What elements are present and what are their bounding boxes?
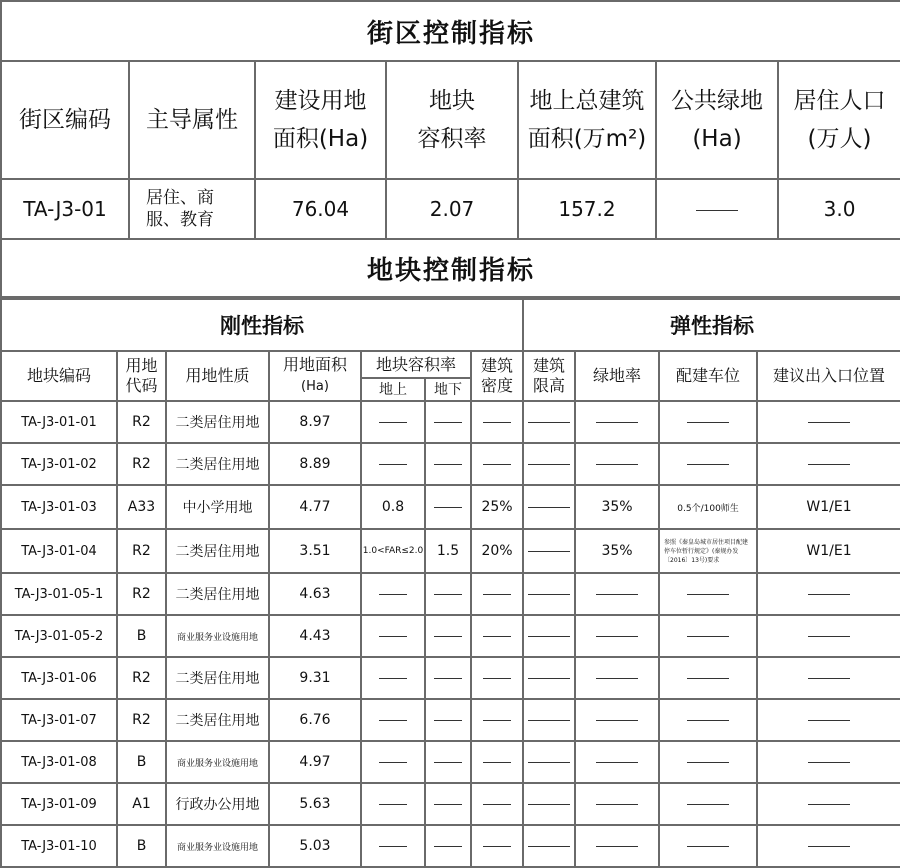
- density-cell: [471, 741, 523, 783]
- col-green: 绿地率: [575, 351, 659, 401]
- empty-dash: [528, 720, 570, 721]
- density-cell: [471, 443, 523, 485]
- table-row: [1, 825, 900, 867]
- plot-code-cell-text: TA-J3-01-07: [21, 712, 97, 728]
- empty-dash: [483, 636, 511, 637]
- table-row: [1, 615, 900, 657]
- empty-dash: [483, 678, 511, 679]
- elastic-index-label: 弹性指标: [523, 299, 900, 351]
- density-cell: [471, 485, 523, 529]
- land-area-cell: [269, 529, 361, 573]
- empty-dash: [808, 678, 850, 679]
- plot-code-cell-text: TA-J3-01-09: [21, 796, 97, 812]
- header-main-attribute: 主导属性: [129, 61, 255, 179]
- parking-cell: [659, 485, 757, 529]
- land-code-cell: [117, 741, 166, 783]
- empty-dash: [808, 594, 850, 595]
- green-rate-cell: [575, 485, 659, 529]
- density-cell: [471, 657, 523, 699]
- col-height: 建筑限高: [523, 351, 575, 401]
- far-above-cell-text: 1.0<FAR≤2.0: [362, 546, 424, 556]
- plot-rows: [1, 401, 900, 867]
- empty-dash: [687, 464, 729, 465]
- height-cell: [523, 573, 575, 615]
- height-cell: [523, 485, 575, 529]
- table-row: [1, 485, 900, 529]
- empty-dash: [379, 422, 407, 423]
- land-code-cell-text: R2: [132, 456, 151, 472]
- empty-dash: [596, 422, 638, 423]
- col-parking: 配建车位: [659, 351, 757, 401]
- land-nature-cell-text: 二类居住用地: [175, 587, 260, 603]
- plot-code-cell-text: TA-J3-01-02: [21, 456, 97, 472]
- plot-table-title: 地块控制指标: [1, 239, 900, 297]
- empty-dash: [596, 636, 638, 637]
- far-above-cell: [361, 657, 425, 699]
- empty-dash: [596, 464, 638, 465]
- far-above-cell: [361, 443, 425, 485]
- plot-code-cell-text: TA-J3-01-04: [21, 543, 97, 559]
- empty-dash: [596, 720, 638, 721]
- land-code-cell: [117, 825, 166, 867]
- rigid-index-label: 刚性指标: [1, 299, 523, 351]
- plot-header-row: [1, 351, 900, 378]
- empty-dash: [434, 720, 462, 721]
- empty-dash: [379, 464, 407, 465]
- land-nature-cell-text: 商业服务业设施用地: [176, 758, 258, 769]
- green-rate-cell: [575, 573, 659, 615]
- empty-dash: [483, 422, 511, 423]
- land-code-cell: [117, 443, 166, 485]
- parking-cell-text: 参照《秦皇岛城市居住项目配建停车位暂行规定》(秦规办发〔2016〕13号)要求: [664, 538, 749, 564]
- empty-dash: [808, 762, 850, 763]
- far-above-cell: [361, 573, 425, 615]
- plot-code-cell: [1, 615, 117, 657]
- height-cell: [523, 615, 575, 657]
- parking-cell-text: 0.5个/100师生: [677, 503, 739, 514]
- empty-dash: [687, 720, 729, 721]
- height-cell: [523, 825, 575, 867]
- empty-dash: [379, 678, 407, 679]
- land-area-cell: [269, 615, 361, 657]
- land-nature-cell: [166, 825, 269, 867]
- plot-code-cell-text: TA-J3-01-05-2: [14, 628, 104, 644]
- header-block-code: 街区编码: [1, 61, 129, 179]
- land-nature-cell: [166, 443, 269, 485]
- plot-code-cell: [1, 443, 117, 485]
- plot-code-cell: [1, 699, 117, 741]
- col-far-below: 地下: [425, 378, 471, 401]
- entrance-cell: [757, 485, 900, 529]
- header-population: 居住人口 (万人): [778, 61, 900, 179]
- entrance-cell: [757, 443, 900, 485]
- empty-dash: [528, 804, 570, 805]
- far-above-cell: [361, 529, 425, 573]
- plot-code-cell: [1, 657, 117, 699]
- empty-dash: [379, 720, 407, 721]
- header-construction-land-area: 建设用地 面积(Ha): [255, 61, 386, 179]
- empty-dash: [483, 594, 511, 595]
- plot-code-cell-text: TA-J3-01-05-1: [14, 586, 104, 602]
- far-above-cell: [361, 401, 425, 443]
- land-nature-cell: [166, 699, 269, 741]
- land-code-cell-text: A1: [132, 796, 151, 812]
- land-code-cell: [117, 783, 166, 825]
- empty-dash: [379, 846, 407, 847]
- empty-dash: [379, 804, 407, 805]
- empty-dash: [434, 507, 462, 508]
- land-code-cell-text: R2: [132, 586, 151, 602]
- green-rate-cell: [575, 401, 659, 443]
- land-nature-cell: [166, 485, 269, 529]
- parking-cell: [659, 741, 757, 783]
- land-nature-cell-text: 中小学用地: [182, 500, 253, 516]
- density-cell-text: 20%: [481, 543, 513, 559]
- land-nature-cell: [166, 657, 269, 699]
- entrance-cell: [757, 401, 900, 443]
- above-ground-area-value: 157.2: [518, 179, 656, 239]
- height-cell: [523, 741, 575, 783]
- parking-cell: [659, 443, 757, 485]
- col-land-area: 用地面积 (Ha): [269, 351, 361, 401]
- parking-cell: [659, 529, 757, 573]
- empty-dash: [379, 762, 407, 763]
- parking-cell: [659, 657, 757, 699]
- entrance-cell: [757, 573, 900, 615]
- land-nature-cell: [166, 783, 269, 825]
- empty-dash: [528, 422, 570, 423]
- entrance-cell: [757, 825, 900, 867]
- parking-cell: [659, 783, 757, 825]
- green-rate-cell: [575, 443, 659, 485]
- far-above-cell: [361, 741, 425, 783]
- table-row: [1, 401, 900, 443]
- land-code-cell: [117, 573, 166, 615]
- land-area-cell: [269, 783, 361, 825]
- far-below-cell: [425, 573, 471, 615]
- empty-dash: [808, 422, 850, 423]
- far-below-cell: [425, 401, 471, 443]
- empty-dash: [696, 210, 738, 211]
- height-cell: [523, 699, 575, 741]
- entrance-cell-text: W1/E1: [806, 499, 852, 515]
- land-nature-cell-text: 二类居住用地: [175, 457, 260, 473]
- land-code-cell: [117, 657, 166, 699]
- table-row: [1, 699, 900, 741]
- col-plot-code: 地块编码: [1, 351, 117, 401]
- plot-code-cell-text: TA-J3-01-08: [21, 754, 97, 770]
- height-cell: [523, 783, 575, 825]
- empty-dash: [687, 678, 729, 679]
- land-code-cell: [117, 699, 166, 741]
- plot-code-cell-text: TA-J3-01-06: [21, 670, 97, 686]
- entrance-cell: [757, 699, 900, 741]
- parking-cell: [659, 401, 757, 443]
- far-below-cell: [425, 699, 471, 741]
- empty-dash: [687, 804, 729, 805]
- table-row: [1, 529, 900, 573]
- far-value: 2.07: [386, 179, 518, 239]
- land-nature-cell-text: 行政办公用地: [175, 797, 260, 813]
- land-area-cell: [269, 485, 361, 529]
- section-row: [1, 299, 900, 351]
- block-value-row: [1, 179, 900, 239]
- land-nature-cell: [166, 529, 269, 573]
- land-code-cell-text: R2: [132, 543, 151, 559]
- entrance-cell: [757, 529, 900, 573]
- land-area-value: 76.04: [255, 179, 386, 239]
- block-control-table: [0, 0, 900, 298]
- far-above-cell: [361, 615, 425, 657]
- entrance-cell: [757, 615, 900, 657]
- empty-dash: [528, 846, 570, 847]
- empty-dash: [434, 804, 462, 805]
- green-rate-cell: [575, 699, 659, 741]
- land-code-cell: [117, 529, 166, 573]
- far-below-cell: [425, 825, 471, 867]
- land-nature-cell-text: 二类居住用地: [175, 671, 260, 687]
- plot-control-table: [0, 298, 900, 868]
- empty-dash: [528, 762, 570, 763]
- plot-code-cell-text: TA-J3-01-03: [21, 499, 97, 515]
- density-cell: [471, 401, 523, 443]
- far-below-cell: [425, 783, 471, 825]
- header-public-green: 公共绿地 (Ha): [656, 61, 778, 179]
- land-code-cell: [117, 485, 166, 529]
- entrance-cell: [757, 741, 900, 783]
- far-below-cell-text: 1.5: [436, 543, 460, 559]
- empty-dash: [483, 720, 511, 721]
- land-nature-cell: [166, 741, 269, 783]
- table-row: [1, 783, 900, 825]
- plot-code-cell: [1, 401, 117, 443]
- land-area-cell-text: 4.97: [299, 754, 331, 770]
- empty-dash: [596, 594, 638, 595]
- parking-cell: [659, 699, 757, 741]
- empty-dash: [528, 551, 570, 552]
- far-below-cell: [425, 657, 471, 699]
- empty-dash: [528, 464, 570, 465]
- col-density: 建筑密度: [471, 351, 523, 401]
- land-area-cell-text: 4.63: [299, 586, 331, 602]
- height-cell: [523, 443, 575, 485]
- land-area-cell-text: 8.89: [299, 456, 331, 472]
- land-area-cell: [269, 573, 361, 615]
- green-rate-cell: [575, 615, 659, 657]
- land-code-cell-text: B: [136, 628, 147, 644]
- block-header-row: [1, 61, 900, 179]
- table-row: [1, 657, 900, 699]
- empty-dash: [687, 594, 729, 595]
- empty-dash: [483, 762, 511, 763]
- empty-dash: [434, 762, 462, 763]
- empty-dash: [596, 762, 638, 763]
- far-below-cell: [425, 741, 471, 783]
- land-nature-cell-text: 商业服务业设施用地: [176, 842, 258, 853]
- empty-dash: [596, 678, 638, 679]
- plot-code-cell: [1, 529, 117, 573]
- green-rate-cell: [575, 783, 659, 825]
- far-above-cell: [361, 825, 425, 867]
- empty-dash: [687, 422, 729, 423]
- height-cell: [523, 529, 575, 573]
- empty-dash: [808, 464, 850, 465]
- land-code-cell-text: B: [136, 838, 147, 854]
- green-rate-cell: [575, 657, 659, 699]
- land-area-cell-text: 8.97: [299, 414, 331, 430]
- land-area-cell-text: 9.31: [299, 670, 331, 686]
- density-cell: [471, 825, 523, 867]
- land-nature-cell: [166, 401, 269, 443]
- land-area-cell-text: 3.51: [299, 543, 331, 559]
- land-code-cell-text: A33: [127, 499, 156, 515]
- empty-dash: [528, 507, 570, 508]
- empty-dash: [596, 804, 638, 805]
- land-area-cell-text: 5.63: [299, 796, 331, 812]
- empty-dash: [596, 846, 638, 847]
- far-above-cell: [361, 485, 425, 529]
- empty-dash: [687, 636, 729, 637]
- far-below-cell: [425, 529, 471, 573]
- header-above-ground-area: 地上总建筑 面积(万m²): [518, 61, 656, 179]
- plot-code-cell-text: TA-J3-01-01: [21, 414, 97, 430]
- land-area-cell-text: 4.43: [299, 628, 331, 644]
- empty-dash: [687, 762, 729, 763]
- entrance-cell: [757, 657, 900, 699]
- plot-code-cell: [1, 573, 117, 615]
- land-nature-cell-text: 二类居住用地: [175, 713, 260, 729]
- empty-dash: [808, 720, 850, 721]
- empty-dash: [528, 678, 570, 679]
- land-code-cell: [117, 615, 166, 657]
- col-land-nature: 用地性质: [166, 351, 269, 401]
- population-value: 3.0: [778, 179, 900, 239]
- land-code-cell: [117, 401, 166, 443]
- density-cell: [471, 573, 523, 615]
- parking-cell: [659, 825, 757, 867]
- entrance-cell: [757, 783, 900, 825]
- plot-code-cell: [1, 825, 117, 867]
- land-code-cell-text: R2: [132, 670, 151, 686]
- land-code-cell-text: R2: [132, 414, 151, 430]
- land-area-cell: [269, 699, 361, 741]
- parking-cell: [659, 615, 757, 657]
- entrance-cell-text: W1/E1: [806, 543, 852, 559]
- empty-dash: [434, 464, 462, 465]
- land-area-cell: [269, 443, 361, 485]
- land-nature-cell-text: 商业服务业设施用地: [176, 632, 258, 643]
- empty-dash: [687, 846, 729, 847]
- land-area-cell: [269, 401, 361, 443]
- green-rate-cell: [575, 741, 659, 783]
- empty-dash: [434, 846, 462, 847]
- table-row: [1, 443, 900, 485]
- empty-dash: [434, 594, 462, 595]
- plot-code-cell: [1, 783, 117, 825]
- plot-code-cell: [1, 741, 117, 783]
- land-area-cell: [269, 657, 361, 699]
- green-rate-cell: [575, 825, 659, 867]
- empty-dash: [434, 678, 462, 679]
- empty-dash: [483, 464, 511, 465]
- col-far-above: 地上: [361, 378, 425, 401]
- green-rate-cell-text: 35%: [601, 499, 633, 515]
- table-row: [1, 741, 900, 783]
- far-below-cell: [425, 615, 471, 657]
- height-cell: [523, 401, 575, 443]
- green-rate-cell-text: 35%: [601, 543, 633, 559]
- empty-dash: [528, 594, 570, 595]
- land-area-cell: [269, 741, 361, 783]
- empty-dash: [808, 636, 850, 637]
- main-attribute-value: 居住、商服、教育: [129, 179, 255, 239]
- far-below-cell: [425, 443, 471, 485]
- far-above-cell: [361, 783, 425, 825]
- col-land-code: 用地代码: [117, 351, 166, 401]
- plot-code-cell: [1, 485, 117, 529]
- empty-dash: [379, 594, 407, 595]
- land-nature-cell-text: 二类居住用地: [175, 415, 260, 431]
- density-cell: [471, 529, 523, 573]
- table-row: [1, 573, 900, 615]
- height-cell: [523, 657, 575, 699]
- public-green-value: [656, 179, 778, 239]
- density-cell: [471, 699, 523, 741]
- parking-cell: [659, 573, 757, 615]
- land-nature-cell-text: 二类居住用地: [175, 544, 260, 560]
- block-code-value: TA-J3-01: [1, 179, 129, 239]
- empty-dash: [483, 846, 511, 847]
- block-table-title: 街区控制指标: [1, 1, 900, 61]
- land-code-cell-text: R2: [132, 712, 151, 728]
- land-nature-cell: [166, 615, 269, 657]
- density-cell: [471, 783, 523, 825]
- plot-code-cell-text: TA-J3-01-10: [21, 838, 97, 854]
- far-above-cell: [361, 699, 425, 741]
- land-area-cell-text: 4.77: [299, 499, 331, 515]
- col-far: 地块容积率: [361, 351, 471, 378]
- empty-dash: [808, 846, 850, 847]
- land-area-cell-text: 6.76: [299, 712, 331, 728]
- empty-dash: [434, 636, 462, 637]
- density-cell-text: 25%: [481, 499, 513, 515]
- far-below-cell: [425, 485, 471, 529]
- land-code-cell-text: B: [136, 754, 147, 770]
- far-above-cell-text: 0.8: [381, 499, 405, 515]
- empty-dash: [379, 636, 407, 637]
- land-area-cell: [269, 825, 361, 867]
- empty-dash: [808, 804, 850, 805]
- empty-dash: [434, 422, 462, 423]
- density-cell: [471, 615, 523, 657]
- land-area-cell-text: 5.03: [299, 838, 331, 854]
- empty-dash: [483, 804, 511, 805]
- land-nature-cell: [166, 573, 269, 615]
- header-plot-far: 地块 容积率: [386, 61, 518, 179]
- green-rate-cell: [575, 529, 659, 573]
- empty-dash: [528, 636, 570, 637]
- col-entrance: 建议出入口位置: [757, 351, 900, 401]
